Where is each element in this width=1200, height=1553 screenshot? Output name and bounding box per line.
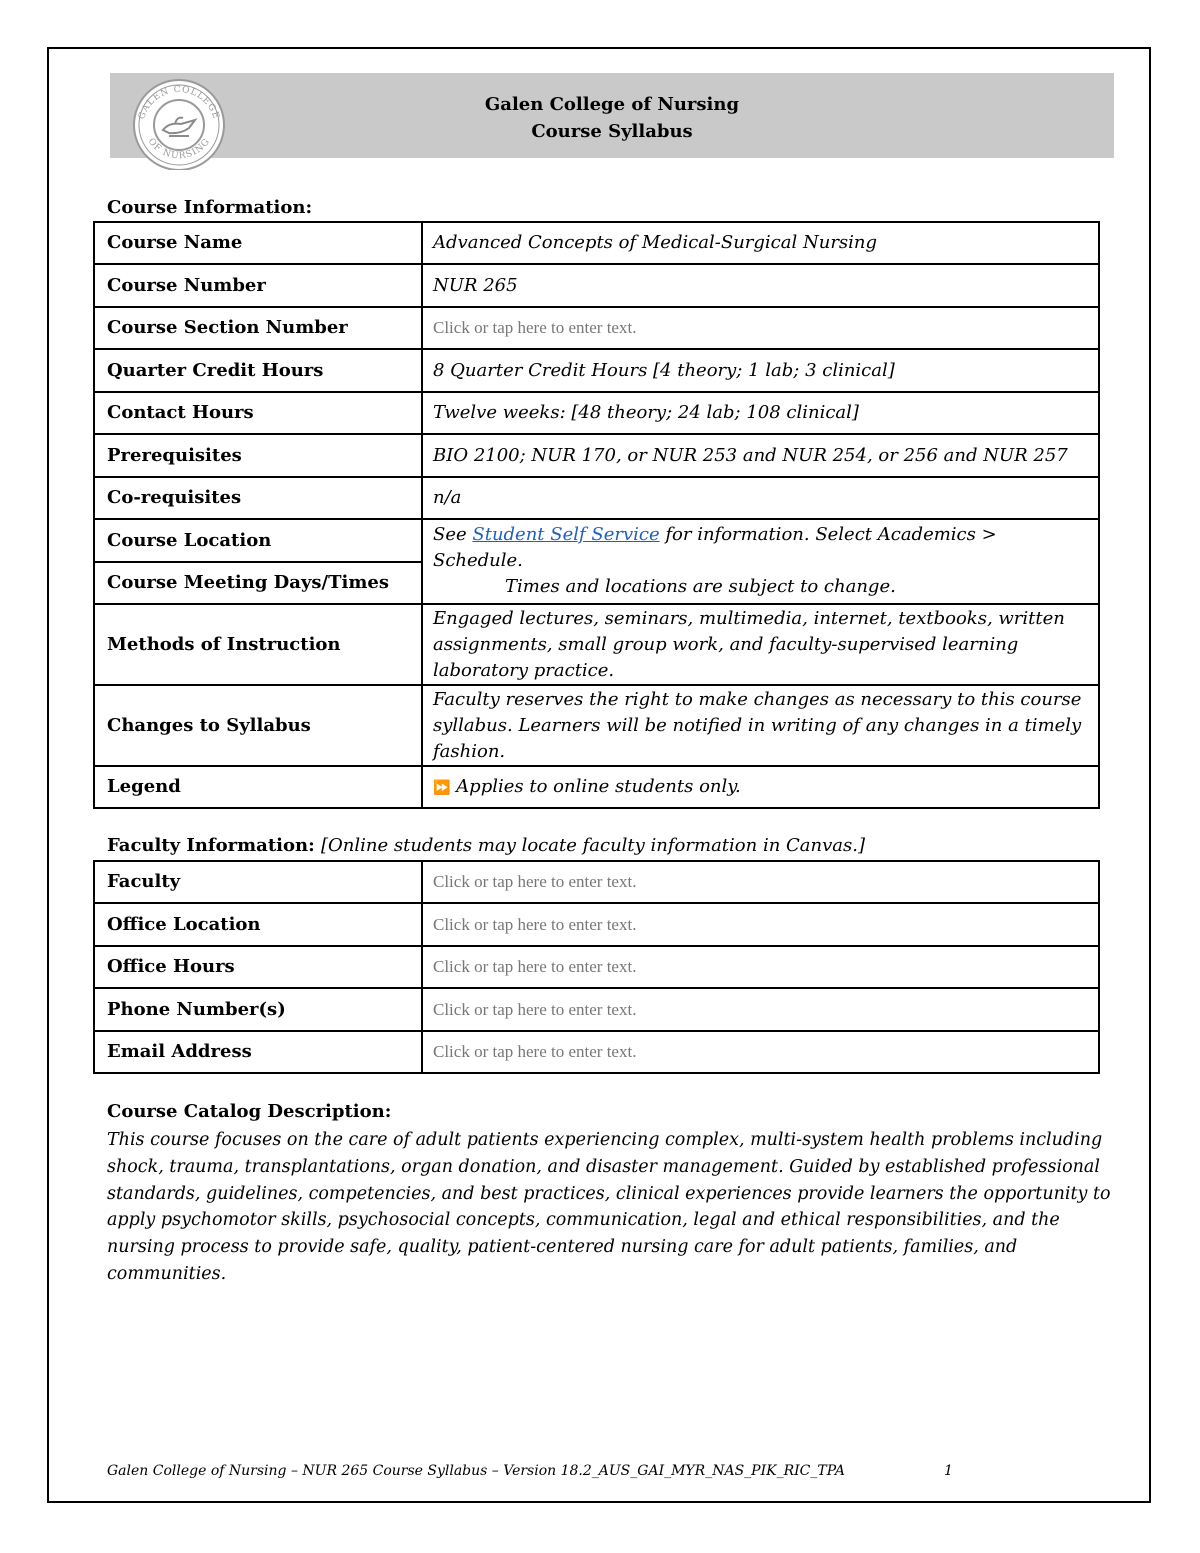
table-row	[94, 519, 1099, 562]
row-label: Phone Number(s)	[94, 988, 422, 1031]
document-title: Course Syllabus	[531, 121, 693, 142]
row-label: Faculty	[94, 861, 422, 903]
office-hours-field[interactable]: Click or tap here to enter text.	[422, 946, 1099, 988]
table-row	[94, 685, 1099, 766]
table-row	[94, 392, 1099, 434]
row-label: Course Location	[94, 519, 422, 562]
catalog-heading: Course Catalog Description:	[107, 1101, 392, 1122]
row-value: NUR 265	[422, 264, 1099, 307]
office-location-field[interactable]: Click or tap here to enter text.	[422, 903, 1099, 946]
row-label: Course Section Number	[94, 307, 422, 349]
faculty-info-table	[93, 860, 1100, 1074]
table-row	[94, 988, 1099, 1031]
location-note: Times and locations are subject to change.	[505, 576, 896, 597]
table-row	[94, 307, 1099, 349]
email-address-field[interactable]: Click or tap here to enter text.	[422, 1031, 1099, 1073]
location-see: See	[433, 524, 467, 545]
row-label: Contact Hours	[94, 392, 422, 434]
row-label: Methods of Instruction	[94, 604, 422, 685]
header-title	[110, 91, 1114, 145]
fast-forward-icon: ⏩	[433, 779, 451, 796]
row-value: n/a	[422, 477, 1099, 519]
table-row	[94, 946, 1099, 988]
table-row	[94, 604, 1099, 685]
table-row	[94, 264, 1099, 307]
table-row	[94, 903, 1099, 946]
row-label: Prerequisites	[94, 434, 422, 477]
table-row	[94, 477, 1099, 519]
row-value: 8 Quarter Credit Hours [4 theory; 1 lab; 3 clinical]	[422, 349, 1099, 392]
page-number: 1	[944, 1463, 953, 1479]
location-value	[422, 519, 1099, 604]
footer-text: Galen College of Nursing – NUR 265 Course Syllabus – Version 18.2_AUS_GAI_MYR_NAS_PIK_RIC_TPA	[107, 1463, 845, 1479]
student-self-service-link[interactable]: Student Self Service	[472, 524, 660, 545]
section-number-field[interactable]: Click or tap here to enter text.	[422, 307, 1099, 349]
row-label: Course Name	[94, 222, 422, 264]
faculty-heading-label: Faculty Information:	[107, 835, 315, 856]
row-label: Office Location	[94, 903, 422, 946]
table-row	[94, 434, 1099, 477]
legend-text: Applies to online students only.	[456, 775, 741, 797]
svg-text:OF NURSING: OF NURSING	[145, 136, 213, 162]
location-rest: for information. Select Academics > Schedule.	[433, 524, 997, 571]
table-row	[94, 1031, 1099, 1073]
table-row	[94, 222, 1099, 264]
catalog-description: This course focuses on the care of adult patients experiencing complex, multi-system health problems including shock, trauma, transplantations, organ donation, and disaster management. Guided by established professional standards, guidelines, competencies, and best practices, clinical experiences provide learners the opportunity to apply psychomotor skills, psychosocial concepts, communication, legal and ethical responsibilities, and the nursing process to provide safe, quality, patient-centered nursing care for adult patients, families, and communities.	[107, 1130, 1111, 1284]
row-value: Twelve weeks: [48 theory; 24 lab; 108 clinical]	[422, 392, 1099, 434]
faculty-heading-note: [Online students may locate faculty information in Canvas.]	[321, 835, 865, 856]
row-value: Advanced Concepts of Medical-Surgical Nursing	[422, 222, 1099, 264]
course-info-heading: Course Information:	[107, 197, 313, 218]
row-value: Faculty reserves the right to make changes as necessary to this course syllabus. Learners will be notified in writing of any changes in a timely fashion.	[422, 685, 1099, 766]
row-label: Course Number	[94, 264, 422, 307]
table-row	[94, 766, 1099, 808]
row-label: Office Hours	[94, 946, 422, 988]
table-row	[94, 349, 1099, 392]
svg-text:GALEN COLLEGE: GALEN COLLEGE	[137, 84, 221, 121]
phone-number-field[interactable]: Click or tap here to enter text.	[422, 988, 1099, 1031]
row-value: Engaged lectures, seminars, multimedia, internet, textbooks, written assignments, small group work, and faculty-supervised learning laboratory practice.	[422, 604, 1099, 685]
row-label: Quarter Credit Hours	[94, 349, 422, 392]
row-label: Email Address	[94, 1031, 422, 1073]
row-label: Legend	[94, 766, 422, 808]
course-info-table	[93, 221, 1100, 809]
faculty-info-heading	[107, 835, 865, 856]
row-value: BIO 2100; NUR 170, or NUR 253 and NUR 254, or 256 and NUR 257	[422, 434, 1099, 477]
college-name: Galen College of Nursing	[484, 94, 740, 115]
table-row	[94, 861, 1099, 903]
row-label: Changes to Syllabus	[94, 685, 422, 766]
faculty-field[interactable]: Click or tap here to enter text.	[422, 861, 1099, 903]
legend-value	[422, 766, 1099, 808]
row-label: Course Meeting Days/Times	[94, 562, 422, 604]
row-label: Co-requisites	[94, 477, 422, 519]
